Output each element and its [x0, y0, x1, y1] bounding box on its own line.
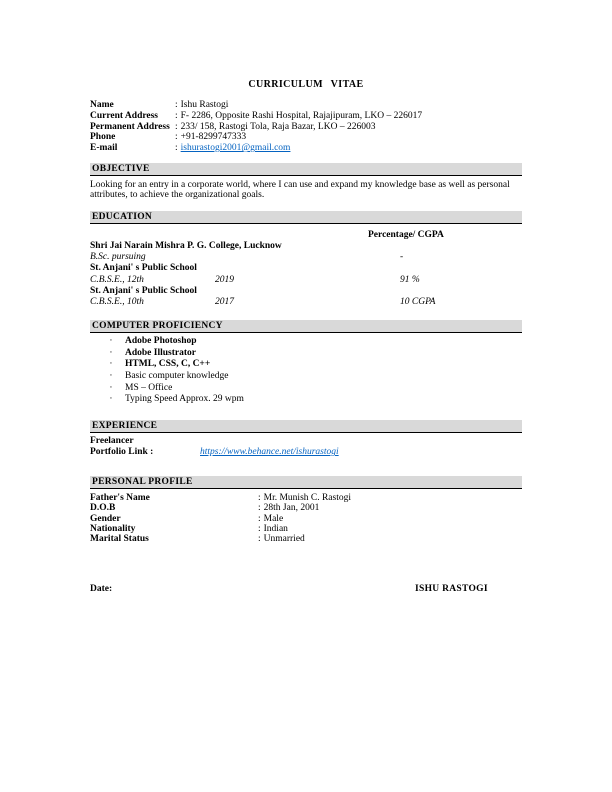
skill-label: HTML, CSS, C, C++ — [125, 359, 211, 370]
profile-value: Unmarried — [263, 534, 305, 545]
education-score: 91 % — [400, 274, 420, 285]
contact-label: Current Address — [90, 110, 159, 121]
profile-label: D.O.B — [90, 503, 116, 514]
education-detail: B.Sc. pursuing — [90, 252, 146, 263]
bullet-icon: · — [109, 336, 113, 347]
contact-block — [90, 100, 522, 154]
section-heading-objective: OBJECTIVE — [90, 163, 522, 176]
colon: : — [175, 100, 178, 110]
profile-row — [90, 514, 522, 524]
colon: : — [258, 523, 261, 534]
personal-profile-block — [90, 493, 522, 545]
experience-block — [90, 436, 522, 459]
objective-text: Looking for an entry in a corporate world, where I can use and expand my knowledge base as well as personal attributes, to achieve the organizational goals. — [90, 179, 510, 201]
profile-label: Nationality — [90, 523, 136, 534]
education-detail: C.B.S.E., 12th — [90, 274, 144, 285]
section-heading-education: EDUCATION — [90, 211, 522, 224]
education-score: - — [400, 252, 404, 263]
bullet-icon: · — [109, 359, 113, 370]
portfolio-label: Portfolio Link : — [90, 447, 154, 458]
education-institution: Shri Jai Narain Mishra P. G. College, Lucknow — [90, 240, 282, 251]
profile-value: 28th Jan, 2001 — [263, 503, 320, 514]
list-item — [90, 348, 522, 360]
footer — [90, 584, 522, 598]
bullet-icon: · — [109, 382, 113, 393]
portfolio-row — [90, 447, 522, 459]
profile-row — [90, 534, 522, 544]
bullet-icon: · — [109, 394, 113, 405]
education-detail-row — [90, 252, 522, 263]
colon: : — [175, 121, 178, 132]
experience-role: Freelancer — [90, 435, 134, 446]
education-block — [90, 230, 522, 308]
profile-row — [90, 503, 522, 513]
skill-label: MS – Office — [125, 382, 173, 393]
portfolio-link[interactable]: https://www.behance.net/ishurastogi — [200, 447, 339, 458]
colon: : — [258, 534, 261, 545]
contact-row — [90, 111, 522, 122]
profile-label: Gender — [90, 513, 121, 524]
skill-label: Adobe Photoshop — [125, 336, 197, 347]
profile-label: Marital Status — [90, 534, 149, 545]
profile-value: Mr. Munish C. Rastogi — [263, 492, 352, 503]
education-year: 2019 — [215, 274, 234, 285]
education-detail: C.B.S.E., 10th — [90, 297, 144, 307]
date-label: Date: — [90, 584, 113, 594]
signature-name: ISHU RASTOGI — [415, 584, 488, 594]
colon: : — [175, 143, 178, 154]
skill-label: Adobe Illustrator — [125, 347, 196, 358]
contact-row — [90, 122, 522, 133]
section-heading-computer-proficiency: COMPUTER PROFICIENCY — [90, 320, 522, 333]
colon: : — [258, 492, 261, 503]
profile-row — [90, 524, 522, 534]
education-year: 2017 — [215, 297, 234, 307]
contact-label: Name — [90, 100, 114, 110]
profile-value: Male — [263, 513, 284, 524]
profile-value: Indian — [263, 523, 288, 534]
computer-proficiency-list — [90, 336, 522, 406]
education-score: 10 CGPA — [400, 297, 436, 307]
education-institution: St. Anjani' s Public School — [90, 263, 197, 274]
list-item — [90, 336, 522, 348]
contact-value: Ishu Rastogi — [180, 100, 229, 110]
contact-label: Phone — [90, 132, 116, 143]
contact-label: E-mail — [90, 143, 118, 154]
education-score-column-header: Percentage/ CGPA — [368, 229, 444, 240]
list-item — [90, 383, 522, 395]
skill-label: Basic computer knowledge — [125, 370, 229, 381]
colon: : — [258, 503, 261, 514]
section-heading-personal-profile: PERSONAL PROFILE — [90, 476, 522, 489]
email-link[interactable]: ishurastogi2001@gmail.com — [180, 143, 291, 154]
bullet-icon: · — [109, 370, 113, 381]
contact-label: Permanent Address — [90, 121, 170, 132]
contact-value: F- 2286, Opposite Rashi Hospital, Rajajipuram, LKO – 226017 — [180, 110, 423, 121]
education-institution: St. Anjani' s Public School — [90, 285, 197, 296]
contact-value: +91-8299747333 — [180, 132, 247, 143]
page-title: CURRICULUM VITAE — [248, 79, 364, 90]
bullet-icon: · — [109, 347, 113, 358]
contact-row — [90, 143, 522, 154]
colon: : — [175, 110, 178, 121]
list-item — [90, 359, 522, 371]
colon: : — [175, 132, 178, 143]
section-heading-experience: EXPERIENCE — [90, 420, 522, 433]
education-detail-row — [90, 275, 522, 286]
contact-row — [90, 132, 522, 143]
contact-row — [90, 100, 522, 111]
education-detail-row — [90, 297, 522, 308]
profile-row — [90, 493, 522, 503]
list-item — [90, 371, 522, 383]
contact-value: 233/ 158, Rastogi Tola, Raja Bazar, LKO – 226003 — [180, 121, 376, 132]
skill-label: Typing Speed Approx. 29 wpm — [125, 394, 244, 405]
profile-label: Father's Name — [90, 492, 150, 503]
list-item — [90, 394, 522, 406]
colon: : — [258, 513, 261, 524]
